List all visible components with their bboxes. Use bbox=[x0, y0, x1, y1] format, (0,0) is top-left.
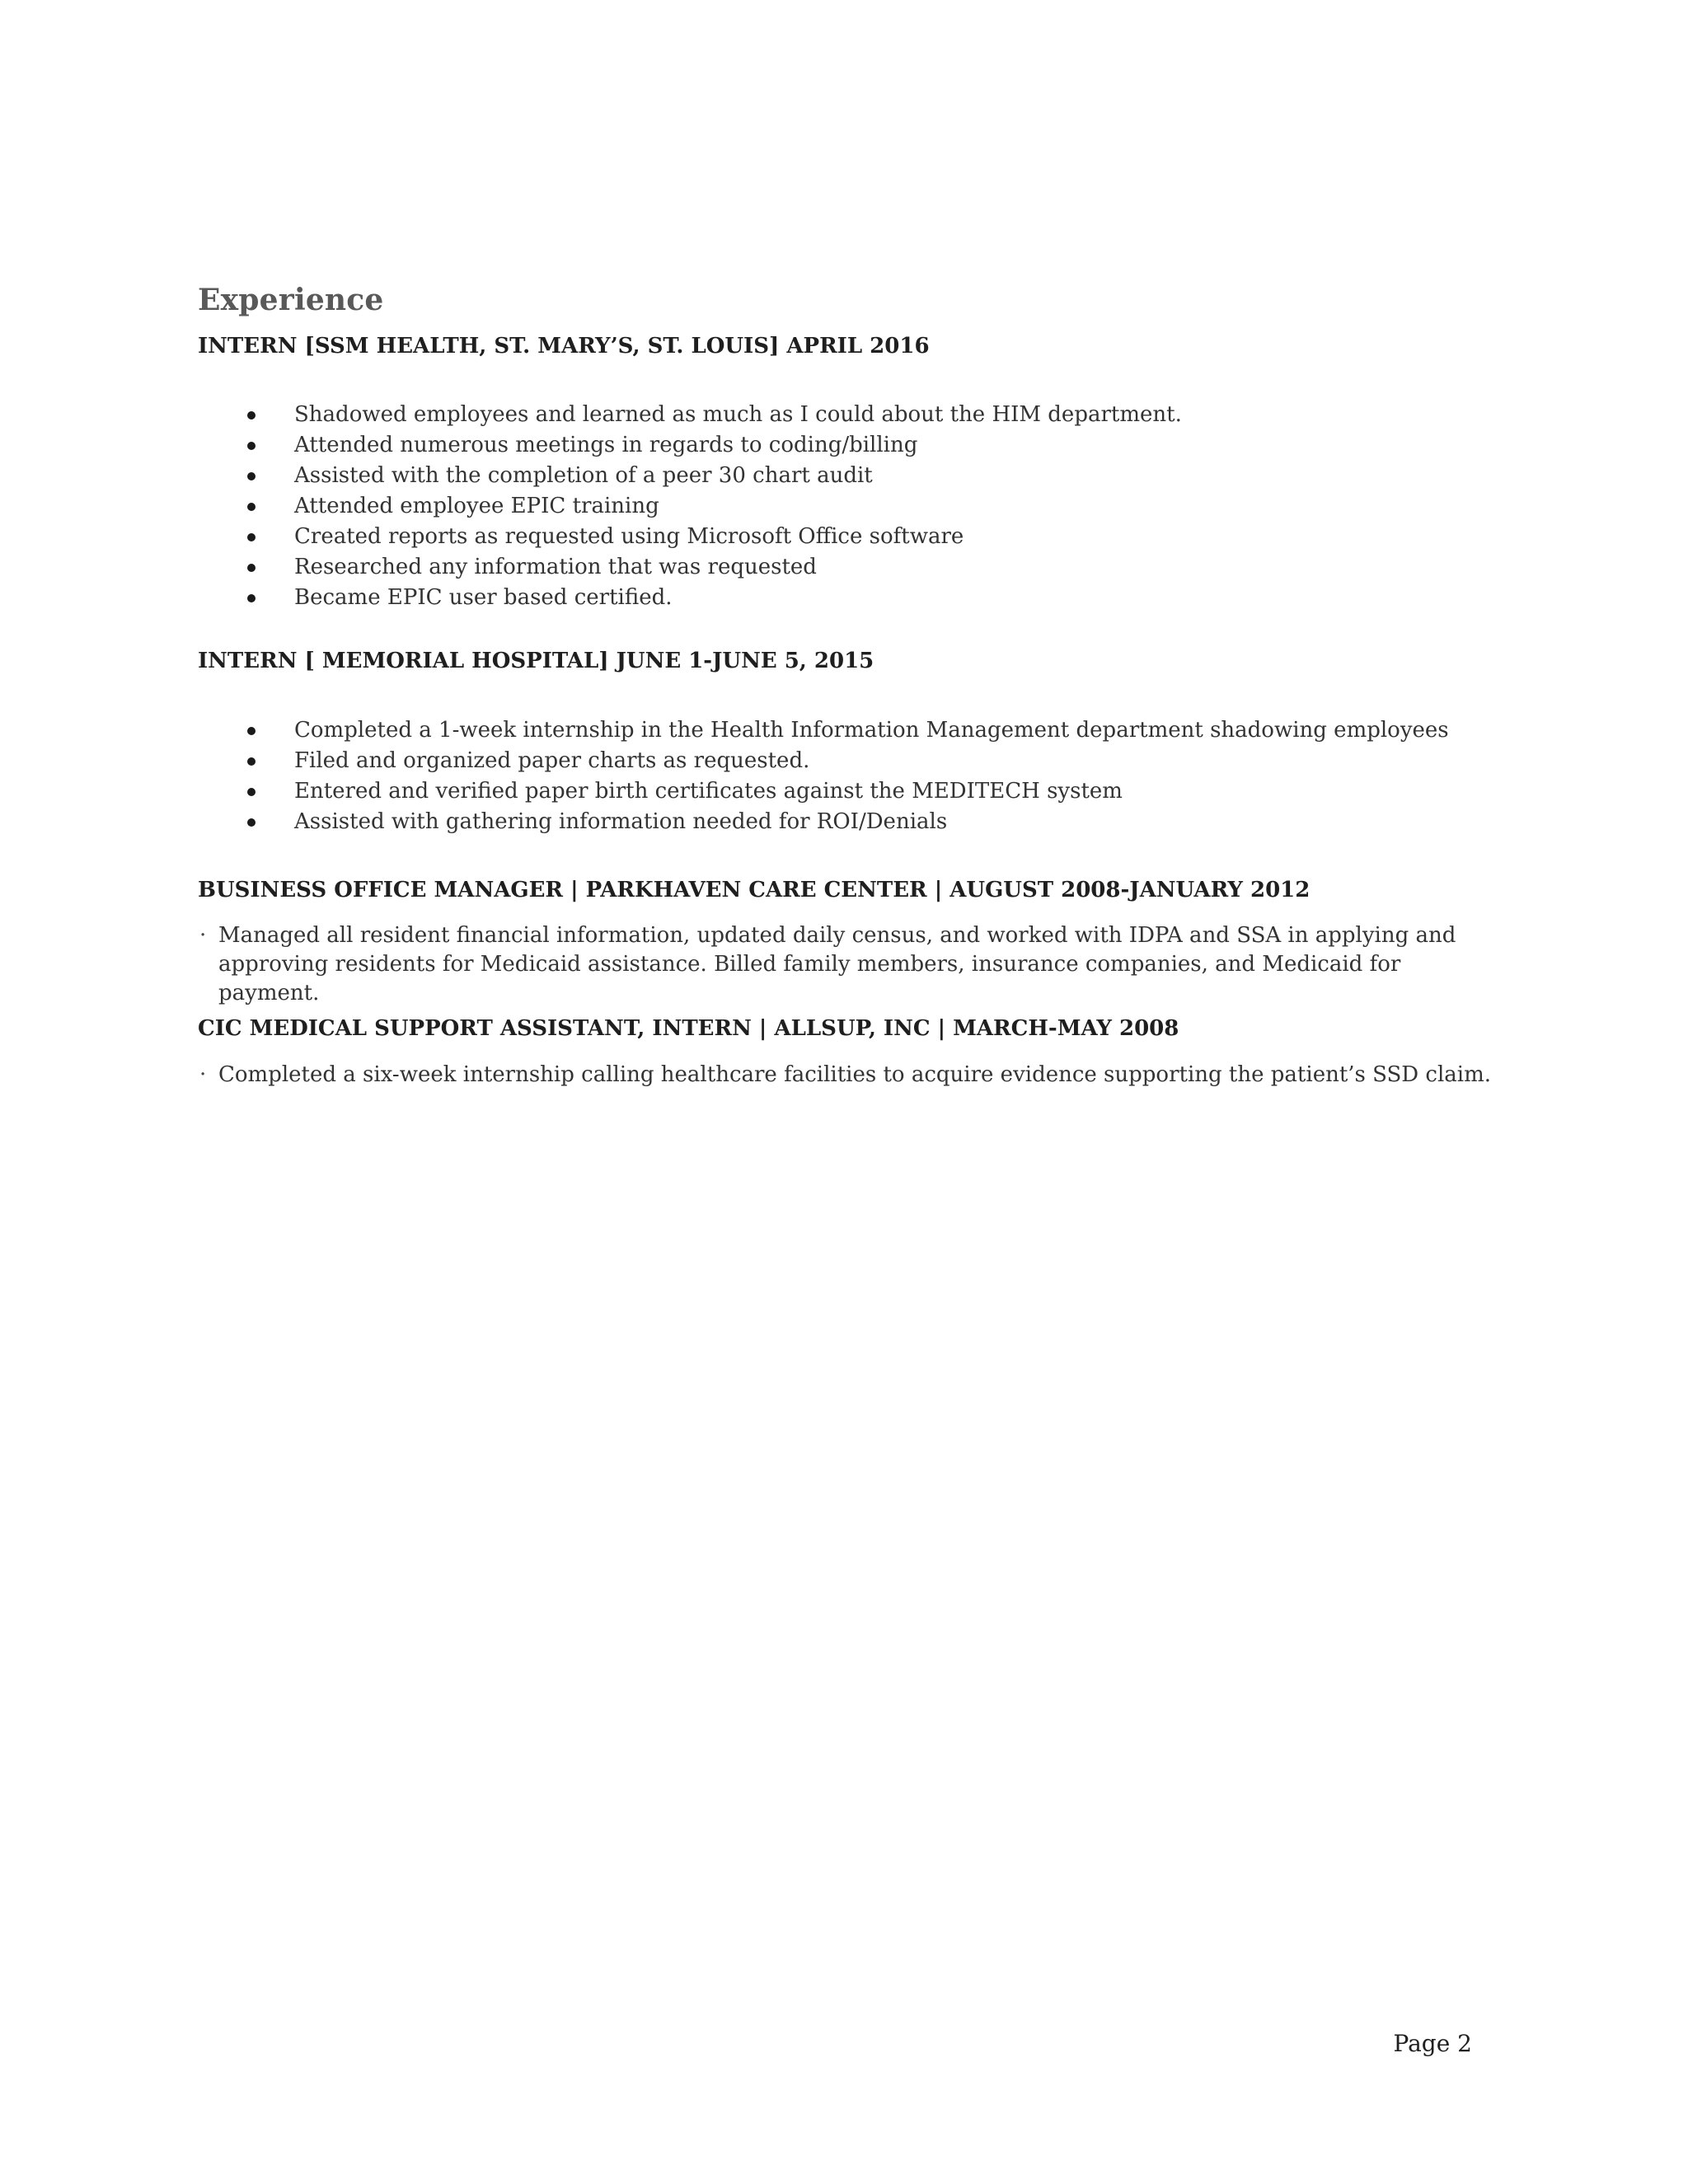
list-item bbox=[198, 461, 1484, 491]
list-item-text: Researched any information that was requested bbox=[294, 555, 817, 579]
list-item bbox=[198, 491, 1484, 522]
bullet-icon bbox=[247, 757, 256, 766]
bullet-icon bbox=[247, 503, 256, 511]
list-item bbox=[198, 776, 1484, 807]
list-item bbox=[198, 552, 1484, 583]
list-item-text: Entered and verified paper birth certificates against the MEDITECH system bbox=[294, 779, 1123, 804]
bullet-icon bbox=[247, 442, 256, 450]
bullet-icon: · bbox=[199, 1062, 207, 1087]
list-item bbox=[198, 807, 1484, 837]
list-item bbox=[198, 921, 1500, 1008]
list-item bbox=[198, 583, 1484, 613]
bullet-icon bbox=[247, 594, 256, 602]
bullet-icon: · bbox=[199, 923, 207, 948]
bullet-icon bbox=[247, 564, 256, 572]
job-heading: INTERN [SSM HEALTH, ST. MARY’S, ST. LOUIS] APRIL 2016 bbox=[198, 334, 930, 359]
list-item-text: Assisted with the completion of a peer 30 chart audit bbox=[294, 463, 873, 488]
bullet-list bbox=[198, 400, 1484, 613]
bullet-list bbox=[198, 921, 1500, 1008]
list-item-text: Completed a 1-week internship in the Health Information Management department shadowing employees bbox=[294, 718, 1449, 743]
list-item-text: Became EPIC user based certified. bbox=[294, 585, 673, 610]
bullet-icon bbox=[247, 788, 256, 796]
bullet-icon bbox=[247, 818, 256, 827]
list-item bbox=[198, 522, 1484, 552]
list-item-text: Assisted with gathering information needed for ROI/Denials bbox=[294, 809, 948, 834]
list-item bbox=[198, 715, 1484, 746]
bullet-icon bbox=[247, 533, 256, 541]
bullet-icon bbox=[247, 472, 256, 480]
list-item-text: Shadowed employees and learned as much as I could about the HIM department. bbox=[294, 402, 1182, 427]
list-item-text: Attended employee EPIC training bbox=[294, 494, 659, 518]
list-item-text: Filed and organized paper charts as requested. bbox=[294, 748, 810, 773]
list-item bbox=[198, 400, 1484, 430]
list-item-text: Managed all resident financial information, updated daily census, and worked with IDPA and SSA in applying and approving residents for Medicaid assistance. Billed family members, insurance companies, and Medicaid for payment. bbox=[218, 923, 1456, 1005]
list-item bbox=[198, 1061, 1500, 1090]
job-heading: INTERN [ MEMORIAL HOSPITAL] JUNE 1-JUNE 5, 2015 bbox=[198, 649, 874, 673]
page-number: Page 2 bbox=[1393, 2030, 1472, 2057]
bullet-list bbox=[198, 715, 1484, 837]
list-item bbox=[198, 746, 1484, 776]
section-title: Experience bbox=[198, 283, 384, 317]
bullet-icon bbox=[247, 411, 256, 419]
list-item-text: Completed a six-week internship calling healthcare facilities to acquire evidence supporting the patient’s SSD claim. bbox=[218, 1062, 1492, 1087]
job-heading: BUSINESS OFFICE MANAGER | PARKHAVEN CARE CENTER | AUGUST 2008-JANUARY 2012 bbox=[198, 878, 1311, 902]
job-heading: CIC MEDICAL SUPPORT ASSISTANT, INTERN | ALLSUP, INC | MARCH-MAY 2008 bbox=[198, 1016, 1179, 1041]
list-item bbox=[198, 430, 1484, 461]
list-item-text: Created reports as requested using Microsoft Office software bbox=[294, 524, 964, 549]
bullet-icon bbox=[247, 727, 256, 735]
bullet-list bbox=[198, 1061, 1500, 1090]
list-item-text: Attended numerous meetings in regards to coding/billing bbox=[294, 433, 918, 457]
